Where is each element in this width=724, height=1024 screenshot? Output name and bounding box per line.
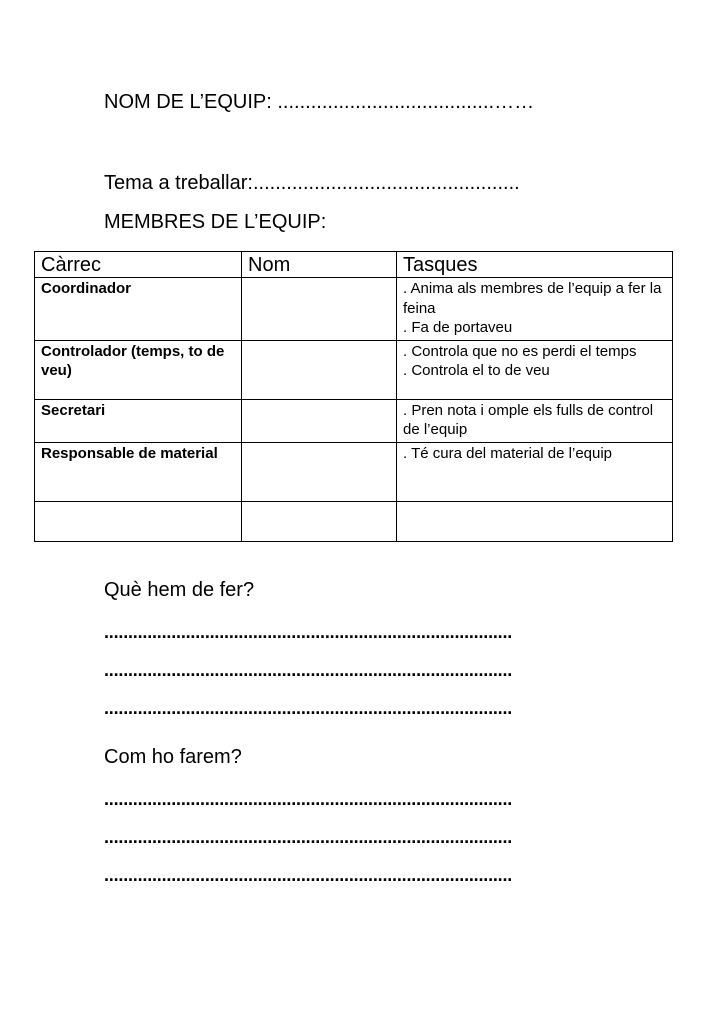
table-row: [35, 278, 673, 341]
task-item: . Controla que no es perdi el temps: [403, 342, 637, 360]
table-header-row: [35, 252, 673, 278]
table-row-empty: [35, 501, 673, 541]
role-cell: Controlador (temps, to de veu): [35, 340, 242, 399]
how-answer-line-1[interactable]: .....................................................................................: [104, 789, 513, 809]
role-cell: Secretari: [35, 399, 242, 442]
tasks-cell[interactable]: [397, 501, 673, 541]
what-answer-line-2[interactable]: .....................................................................................: [104, 660, 513, 680]
table-row: [35, 340, 673, 399]
table-row: [35, 399, 673, 442]
task-item: . Té cura del material de l’equip: [403, 444, 613, 462]
members-heading: MEMBRES DE L’EQUIP:: [104, 211, 327, 233]
what-answer-line-3[interactable]: .....................................................................................: [104, 698, 513, 718]
name-cell[interactable]: [242, 340, 397, 399]
name-cell[interactable]: [242, 442, 397, 501]
name-cell[interactable]: [242, 399, 397, 442]
what-to-do-heading: Què hem de fer?: [104, 579, 255, 601]
task-item: . Anima als membres de l’equip a fer la feina: [403, 280, 662, 317]
team-name-field: [104, 90, 534, 114]
how-answer-line-3[interactable]: .....................................................................................: [104, 865, 513, 885]
header-tasks: Tasques: [397, 252, 673, 278]
topic-label: Tema a treballar:: [104, 172, 253, 194]
roles-table: [34, 251, 673, 542]
topic-field: [104, 171, 520, 195]
team-name-dots: .......................................……: [277, 91, 535, 113]
how-heading: Com ho farem?: [104, 746, 242, 768]
role-cell[interactable]: [35, 501, 242, 541]
how-answer-line-2[interactable]: .....................................................................................: [104, 827, 513, 847]
name-cell[interactable]: [242, 501, 397, 541]
task-item: . Controla el to de veu: [403, 362, 550, 379]
task-item: . Fa de portaveu: [403, 319, 513, 336]
header-role: Càrrec: [35, 252, 242, 278]
table-row: [35, 442, 673, 501]
tasks-cell: [397, 278, 673, 341]
tasks-cell: [397, 340, 673, 399]
role-cell: Coordinador: [35, 278, 242, 341]
team-name-label: NOM DE L’EQUIP:: [104, 91, 278, 113]
tasks-cell: [397, 442, 673, 501]
what-answer-line-1[interactable]: .....................................................................................: [104, 622, 513, 642]
role-cell: Responsable de material: [35, 442, 242, 501]
name-cell[interactable]: [242, 278, 397, 341]
task-item: . Pren nota i omple els fulls de control de l’equip: [403, 401, 654, 438]
topic-dots: ................................................: [252, 172, 520, 194]
tasks-cell: [397, 399, 673, 442]
header-name: Nom: [242, 252, 397, 278]
